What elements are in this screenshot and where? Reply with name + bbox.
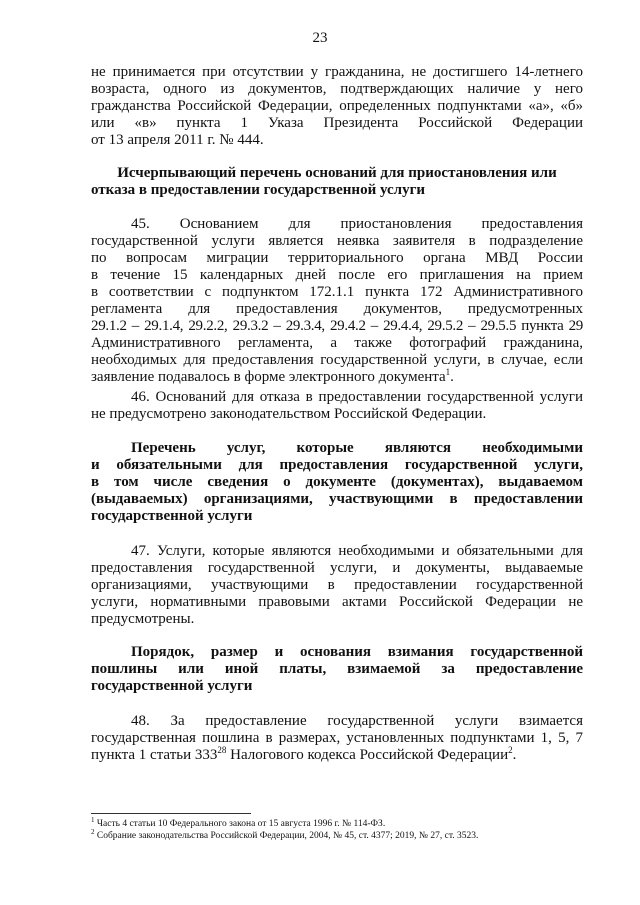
text-line: Административного регламента, а также фотографий гражданина, [91,335,583,351]
text-segment: Налогового кодекса Российской Федерации [226,747,509,763]
text-segment: . [512,747,517,763]
text-line: не принимается при отсутствии у гражданина, не достигшего 14-летнего [91,64,583,80]
text-line: 45. Основанием для приостановления предоставления [131,216,583,232]
footnote-number: 2 [91,827,95,836]
text-line: не предусмотрено законодательством Российской Федерации. [91,406,487,422]
footnote-1 [91,815,583,830]
paragraph-48 [91,713,583,764]
footnote-ref: 1 [445,367,451,377]
heading-line: пошлины или иной платы, взимаемой за предоставление [91,661,583,677]
heading-line: государственной услуги [91,508,253,524]
heading-line: (выдаваемых) организациями, участвующими в предоставлении [91,491,583,507]
heading-line: государственной услуги [91,678,253,694]
heading-line: и обязательными для предоставления государственной услуги, [91,457,583,473]
text-line: гражданства Российской Федерации, определенных подпунктами «а», «б» [91,98,583,114]
paragraph-intro [91,64,583,149]
text-segment: заявление подавалось в форме электронного документа [91,369,446,385]
text-line: в соответствии с подпунктом 172.1.1 пункта 172 Административного [91,284,583,300]
text-line [91,369,583,386]
section-heading-grounds [91,165,583,199]
footnote-text: Собрание законодательства Российской Федерации, 2004, № 45, ст. 4377; 2019, № 27, ст. 3523. [94,831,479,841]
heading-line: в том числе сведения о документе (документах), выдаваемом [91,474,583,490]
text-line: 47. Услуги, которые являются необходимыми и обязательными для [131,543,583,559]
text-line: от 13 апреля 2011 г. № 444. [91,132,264,148]
text-line: услуги, нормативными правовыми актами Российской Федерации не [91,594,583,610]
heading-line: Исчерпывающий перечень оснований для приостановления или [117,165,557,181]
text-line: 29.1.2 – 29.1.4, 29.2.2, 29.3.2 – 29.3.4, 29.4.2 – 29.4.4, 29.5.2 – 29.5.5 пункта 29 [91,318,583,334]
footnote-number: 1 [91,815,95,824]
text-line: 46. Оснований для отказа в предоставлении государственной услуги [131,389,583,405]
section-heading-state-fee [91,644,583,695]
paragraph-45 [91,216,583,386]
footnote-text: Часть 4 статьи 10 Федерального закона от 15 августа 1996 г. № 114-ФЗ. [94,819,386,829]
text-line: возраста, одного из документов, подтверждающих наличие у него [91,81,583,97]
text-line: регламента для предоставления документов, предусмотренных [91,301,583,317]
text-line: 48. За предоставление государственной услуги взимается [131,713,583,729]
footnote-divider [91,813,251,814]
paragraph-47 [91,543,583,628]
text-line: по вопросам миграции территориального органа МВД России [91,250,583,266]
text-segment: . [450,369,454,385]
text-segment: пункта 1 статьи 333 [91,747,218,763]
section-heading-required-services [91,440,583,525]
heading-line: Порядок, размер и основания взимания государственной [131,644,583,660]
paragraph-46 [91,389,583,423]
heading-line: отказа в предоставлении государственной услуги [91,182,426,198]
footnote-ref: 28 [217,745,227,755]
page-number: 23 [312,30,328,46]
text-line: предусмотрены. [91,611,195,627]
footnote-2 [91,827,583,842]
text-line: или «в» пункта 1 Указа Президента Российской Федерации [91,115,583,131]
text-line: предоставления государственной услуги, и документы, выдаваемые [91,560,583,576]
text-line: в течение 15 календарных дней после его приглашения на прием [91,267,583,283]
text-line: необходимых для предоставления государственной услуги, в случае, если [91,352,583,368]
text-line: организациями, участвующими в предоставлении государственной [91,577,583,593]
heading-line: Перечень услуг, которые являются необходимыми [131,440,583,456]
text-line [91,747,583,764]
text-line: государственная пошлина в размерах, установленных подпунктами 1, 5, 7 [91,730,583,746]
text-line: государственной услуги является неявка заявителя в подразделение [91,233,583,249]
footnote-ref: 2 [508,745,513,755]
